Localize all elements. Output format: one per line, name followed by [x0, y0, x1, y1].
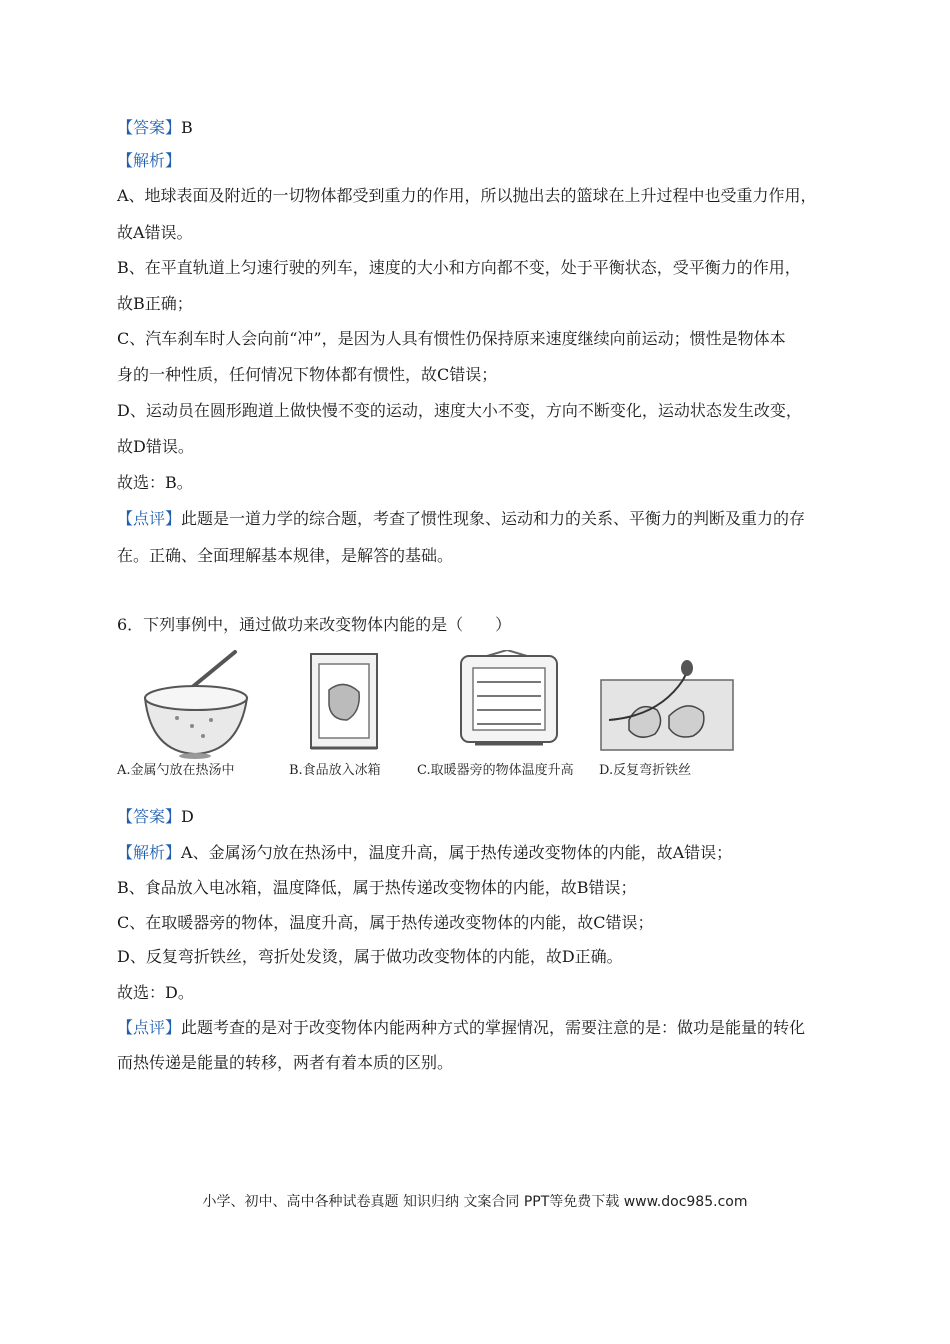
q6-comment-line	[117, 1017, 805, 1039]
figure-d	[599, 650, 749, 780]
q5-comment-line: 在。正确、全面理解基本规律，是解答的基础。	[117, 546, 454, 565]
q5-analysis-line: C、汽车刹车时人会向前“冲”，是因为人具有惯性仍保持原来速度继续向前运动；惯性是物体本	[117, 329, 786, 348]
figure-d-caption: D.反复弯折铁丝	[599, 763, 692, 778]
q5-comment-line	[117, 508, 805, 530]
comment-tag: 【点评】	[117, 1018, 182, 1037]
analysis-tag: 【解析】	[117, 843, 182, 862]
q5-analysis-line: 故B正确；	[117, 294, 193, 313]
q6-conclusion: 故选：D。	[117, 983, 194, 1002]
q5-analysis-heading	[117, 150, 181, 172]
q5-answer-line	[117, 117, 193, 139]
q5-conclusion: 故选：B。	[117, 473, 193, 492]
q5-analysis-line: 故A错误。	[117, 223, 193, 242]
q6-analysis-line: B、食品放入电冰箱，温度降低，属于热传递改变物体的内能，故B错误；	[117, 878, 637, 897]
answer-value: D	[181, 807, 194, 826]
q5-analysis-line: 身的一种性质，任何情况下物体都有惯性，故C错误；	[117, 365, 498, 384]
comment-tag: 【点评】	[117, 509, 182, 528]
figure-b	[289, 650, 424, 780]
figure-a-caption: A.金属勺放在热汤中	[117, 763, 235, 778]
comment-text: 此题是一道力学的综合题，考查了惯性现象、运动和力的关系、平衡力的判断及重力的存	[181, 509, 806, 528]
answer-tag: 【答案】	[117, 807, 182, 826]
q5-analysis-line: D、运动员在圆形跑道上做快慢不变的运动，速度大小不变，方向不断变化，运动状态发生改变，	[117, 401, 802, 420]
question-6: 6．下列事例中，通过做功来改变物体内能的是（ ）	[117, 615, 512, 634]
figure-c	[417, 650, 612, 780]
bending-wire-illustration	[599, 650, 749, 760]
q6-answer-line	[117, 806, 194, 828]
q6-analysis-line	[117, 842, 732, 864]
figure-b-caption: B.食品放入冰箱	[289, 763, 381, 778]
heater-illustration	[417, 650, 612, 760]
answer-value: B	[181, 118, 193, 137]
q5-analysis-line: A、地球表面及附近的一切物体都受到重力的作用，所以抛出去的篮球在上升过程中也受重力作用，	[117, 186, 817, 205]
figure-a	[117, 650, 277, 780]
answer-tag: 【答案】	[117, 118, 182, 137]
q6-comment-line: 而热传递是能量的转移，两者有着本质的区别。	[117, 1053, 454, 1072]
refrigerator-illustration	[289, 650, 424, 760]
q6-analysis-line: C、在取暖器旁的物体，温度升高，属于热传递改变物体的内能，故C错误；	[117, 913, 654, 932]
q5-analysis-line: B、在平直轨道上匀速行驶的列车，速度的大小和方向都不变，处于平衡状态，受平衡力的作用，	[117, 258, 801, 277]
analysis-text: A、金属汤勺放在热汤中，温度升高，属于热传递改变物体的内能，故A错误；	[181, 843, 733, 862]
figure-c-caption: C.取暖器旁的物体温度升高	[417, 763, 574, 778]
page-footer: 小学、初中、高中各种试卷真题 知识归纳 文案合同 PPT等免费下载 www.doc985.com	[202, 1194, 748, 1210]
q6-analysis-line: D、反复弯折铁丝，弯折处发烫，属于做功改变物体的内能，故D正确。	[117, 947, 623, 966]
q5-analysis-line: 故D错误。	[117, 437, 194, 456]
comment-text: 此题考查的是对于改变物体内能两种方式的掌握情况，需要注意的是：做功是能量的转化	[181, 1018, 806, 1037]
analysis-tag: 【解析】	[117, 151, 182, 170]
bowl-spoon-illustration	[117, 650, 277, 760]
question-6-figures	[117, 650, 757, 780]
